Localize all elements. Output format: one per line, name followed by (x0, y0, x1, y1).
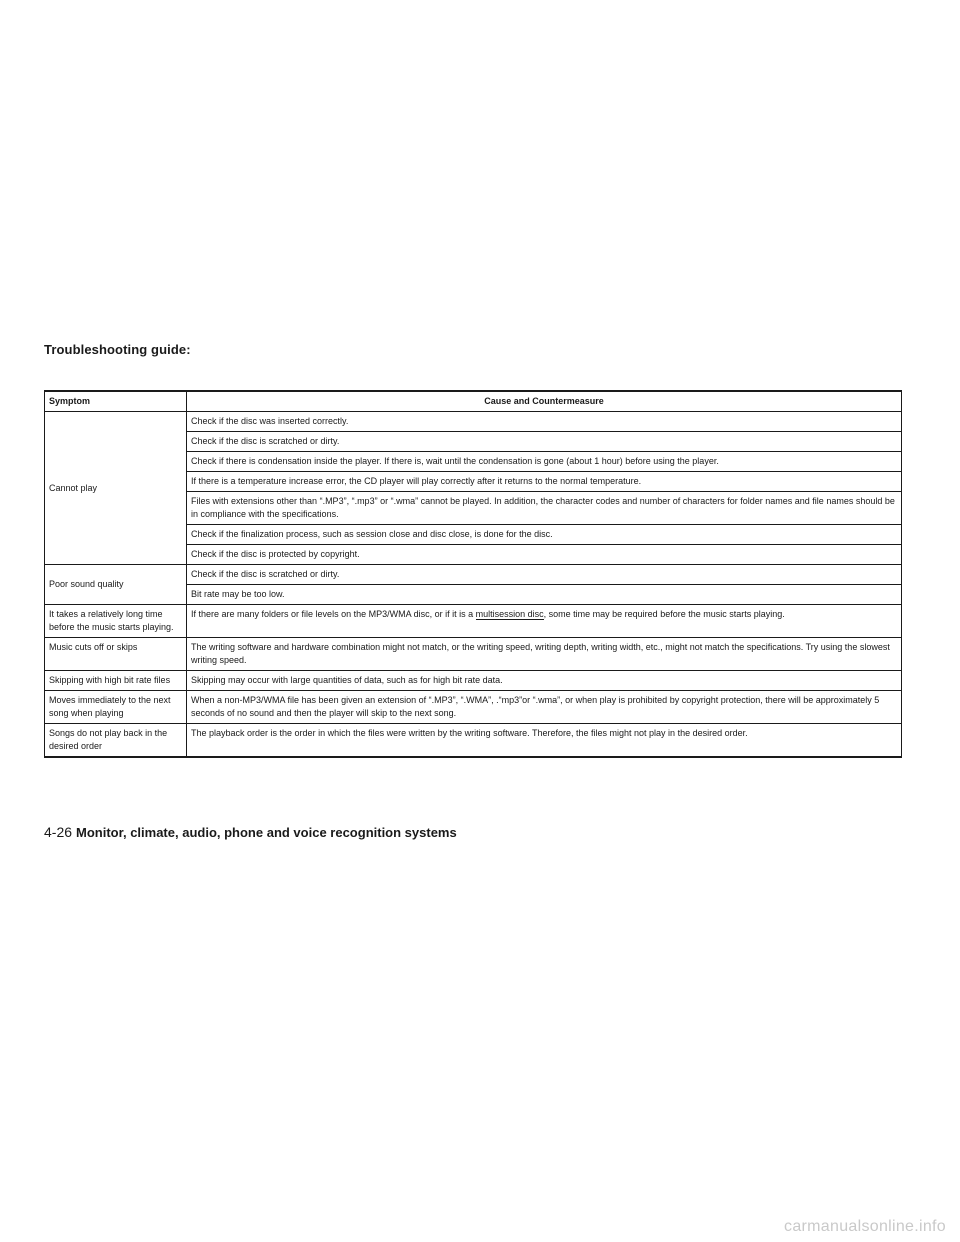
cause-cell: Check if the finalization process, such as session close and disc close, is done for the disc. (187, 525, 902, 545)
cause-cell: Bit rate may be too low. (187, 585, 902, 605)
page-footer (44, 824, 457, 840)
watermark: carmanualsonline.info (784, 1218, 946, 1235)
section-heading: Troubleshooting guide: (44, 342, 191, 357)
cause-cell: Check if the disc was inserted correctly. (187, 412, 902, 432)
cause-text-before: If there are many folders or file levels on the MP3/WMA disc, or if it is a (191, 609, 476, 619)
multisession-disc-link[interactable]: multisession disc (475, 609, 544, 619)
table-row (45, 412, 902, 432)
cause-cell: Skipping may occur with large quantities of data, such as for high bit rate data. (187, 671, 902, 691)
table-header-row (45, 391, 902, 412)
symptom-cell: It takes a relatively long time before the music starts playing. (45, 605, 187, 638)
table-row (45, 691, 902, 724)
troubleshooting-table (44, 390, 902, 758)
cause-cell: When a non-MP3/WMA file has been given an extension of “.MP3”, “.WMA”, .“mp3”or “.wma”, or when play is prohibited by copyright protection, there will be approximately 5 seconds of no sound and then the player will skip to the next song. (187, 691, 902, 724)
cause-cell: If there is a temperature increase error, the CD player will play correctly after it returns to the normal temperature. (187, 472, 902, 492)
cause-cell: The writing software and hardware combination might not match, or the writing speed, writing depth, writing width, etc., might not match the specifications. Try using the slowest writing speed. (187, 638, 902, 671)
cause-cell: Check if the disc is scratched or dirty. (187, 432, 902, 452)
symptom-cell: Cannot play (45, 412, 187, 565)
header-cause: Cause and Countermeasure (187, 391, 902, 412)
table-row (45, 724, 902, 758)
cause-text-after: , some time may be required before the music starts playing. (543, 609, 785, 619)
table-row (45, 605, 902, 638)
cause-cell: Check if there is condensation inside the player. If there is, wait until the condensation is gone (about 1 hour) before using the player. (187, 452, 902, 472)
section-title: Monitor, climate, audio, phone and voice recognition systems (76, 825, 457, 840)
header-symptom: Symptom (45, 391, 187, 412)
cause-cell: The playback order is the order in which the files were written by the writing software. Therefore, the files might not play in the desired order. (187, 724, 902, 758)
cause-cell: Check if the disc is protected by copyright. (187, 545, 902, 565)
table-row (45, 565, 902, 585)
symptom-cell: Poor sound quality (45, 565, 187, 605)
symptom-cell: Songs do not play back in the desired order (45, 724, 187, 758)
symptom-cell: Skipping with high bit rate files (45, 671, 187, 691)
symptom-cell: Music cuts off or skips (45, 638, 187, 671)
cause-cell (187, 605, 902, 638)
cause-cell: Check if the disc is scratched or dirty. (187, 565, 902, 585)
symptom-cell: Moves immediately to the next song when playing (45, 691, 187, 724)
cause-cell: Files with extensions other than “.MP3”, “.mp3” or “.wma” cannot be played. In addition, the character codes and number of characters for folder names and file names should be in compliance with the specifications. (187, 492, 902, 525)
page-number: 4-26 (44, 824, 73, 840)
table-row (45, 638, 902, 671)
table-row (45, 671, 902, 691)
